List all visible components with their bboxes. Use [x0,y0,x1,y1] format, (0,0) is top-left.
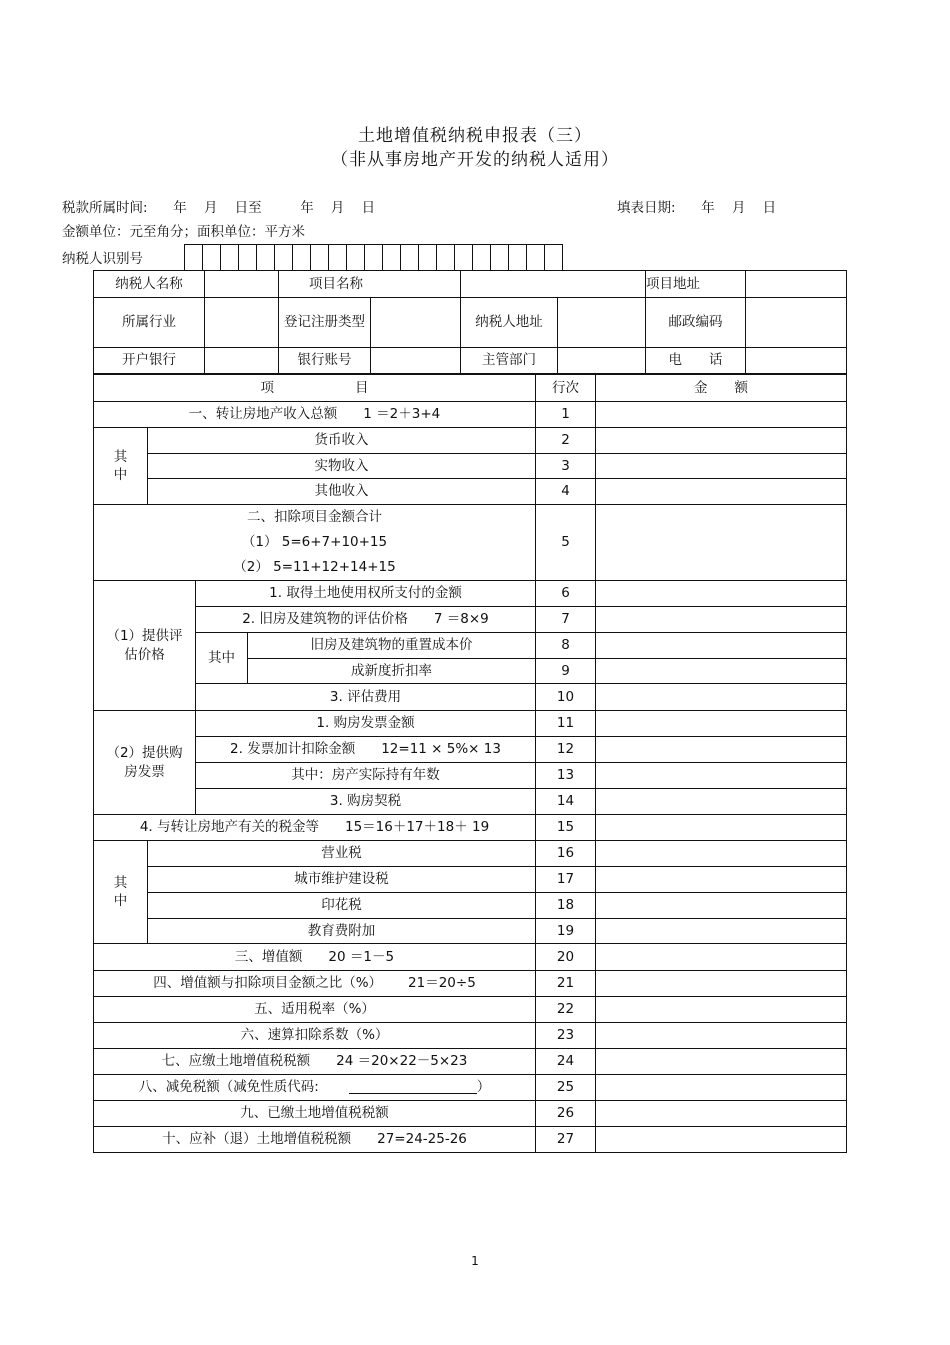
line-number: 26 [536,1101,596,1127]
project-address-field[interactable] [746,271,847,298]
amount-field[interactable] [596,1023,847,1049]
row-label: 其他收入 [148,479,536,505]
row-label: 十、应补（退）土地增值税税额 [162,1131,352,1148]
row-formula: 1 ＝2＋3+4 [363,406,441,423]
table-row [94,893,847,919]
id-digit-box[interactable] [401,245,419,270]
line-number: 20 [536,944,596,971]
line-number: 18 [536,893,596,919]
amount-field[interactable] [596,659,847,684]
row-label: 3. 购房契税 [196,789,536,815]
authority-label: 主管部门 [461,348,558,374]
row-label: 一、转让房地产收入总额 [188,406,338,423]
row-label: 成新度折扣率 [248,659,536,684]
amount-field[interactable] [596,971,847,997]
table-row [94,1023,847,1049]
amount-field[interactable] [596,944,847,971]
line-number: 9 [536,659,596,684]
project-name-field[interactable] [461,271,646,298]
line-number: 7 [536,607,596,633]
row-label: 印花税 [148,893,536,919]
row-label: 4. 与转让房地产有关的税金等 [139,819,319,836]
taxpayer-info-table [93,270,847,374]
line-number: 23 [536,1023,596,1049]
amount-field[interactable] [596,505,847,581]
table-row [94,633,847,659]
industry-label: 所属行业 [94,298,205,348]
exemption-code-field[interactable] [349,1079,477,1094]
row-label: 3. 评估费用 [196,684,536,711]
taxpayer-name-label: 纳税人名称 [94,271,205,298]
qizhong-label: 其 中 [94,428,148,505]
row-label: 1. 取得土地使用权所支付的金额 [196,581,536,607]
table-row [94,944,847,971]
postcode-field[interactable] [746,298,847,348]
table-row [94,1101,847,1127]
header-amount: 金 额 [596,375,847,402]
table-row [94,581,847,607]
line-number: 15 [536,815,596,841]
amount-field[interactable] [596,1127,847,1153]
id-digit-box[interactable] [275,245,293,270]
id-digit-box[interactable] [419,245,437,270]
id-digit-box[interactable] [329,245,347,270]
industry-field[interactable] [205,298,279,348]
table-row [94,684,847,711]
group-invoice-label: （2）提供购房发票 [94,711,196,815]
line-number: 6 [536,581,596,607]
account-field[interactable] [371,348,461,374]
amount-field[interactable] [596,402,847,428]
amount-field[interactable] [596,997,847,1023]
project-address-label: 项目地址 [646,271,746,298]
row-formula: 15＝16＋17＋18＋ 19 [344,819,490,836]
amount-field[interactable] [596,789,847,815]
amount-field[interactable] [596,633,847,659]
calculation-table [93,374,847,1153]
line-number: 19 [536,919,596,944]
amount-field[interactable] [596,428,847,454]
row-label: 五、适用税率（%） [94,997,536,1023]
bank-field[interactable] [205,348,279,374]
row-formula: 27=24-25-26 [377,1131,467,1148]
table-row [94,997,847,1023]
table-header-row [94,375,847,402]
amount-field[interactable] [596,1049,847,1075]
line-number: 21 [536,971,596,997]
row-label: 四、增值额与扣除项目金额之比（%） [153,975,383,992]
qizhong-label: 其 中 [94,841,148,944]
units-note: 金额单位：元至角分；面积单位：平方米 [62,224,305,240]
table-row [94,971,847,997]
table-row [94,815,847,841]
id-digit-box[interactable] [347,245,365,270]
tax-period: 税款所属时间: 年 月 日至 年 月 日 [62,200,376,216]
taxpayer-address-field[interactable] [558,298,646,348]
registration-type-label: 登记注册类型 [279,298,371,348]
table-row [94,737,847,763]
row-label: 城市维护建设税 [148,867,536,893]
header-line: 行次 [536,375,596,402]
table-row [94,607,847,633]
row-label: 货币收入 [148,428,536,454]
amount-field[interactable] [596,1101,847,1127]
phone-label: 电 话 [646,348,746,374]
row-label: 三、增值额 [234,948,303,965]
line-number: 27 [536,1127,596,1153]
id-digit-box[interactable] [311,245,329,270]
table-row [94,841,847,867]
table-row [94,454,847,479]
table-row [94,1075,847,1101]
row-label: 2. 旧房及建筑物的评估价格 [242,611,408,628]
line-number: 5 [536,505,596,581]
amount-field[interactable] [596,684,847,711]
line-number: 13 [536,763,596,789]
page-number: 1 [471,1254,479,1268]
id-digit-box[interactable] [455,245,473,270]
amount-field[interactable] [596,737,847,763]
project-name-label: 项目名称 [279,271,461,298]
id-digit-box[interactable] [545,245,563,270]
taxpayer-id-boxes[interactable] [184,244,563,270]
amount-field[interactable] [596,919,847,944]
form-subtitle: （非从事房地产开发的纳税人适用） [331,150,619,170]
authority-field[interactable] [558,348,646,374]
line-number: 3 [536,454,596,479]
id-digit-box[interactable] [257,245,275,270]
form-title: 土地增值税纳税申报表（三） [358,126,592,146]
line-number: 22 [536,997,596,1023]
row-formula: 12=11 × 5%× 13 [381,741,501,758]
line-number: 16 [536,841,596,867]
row-label: 实物收入 [148,454,536,479]
line-number: 14 [536,789,596,815]
line-number: 4 [536,479,596,505]
row-label: 九、已缴土地增值税税额 [94,1101,536,1127]
amount-field[interactable] [596,454,847,479]
amount-field[interactable] [596,841,847,867]
amount-field[interactable] [596,867,847,893]
id-digit-box[interactable] [473,245,491,270]
declaration-form [93,270,846,1153]
table-row [94,479,847,505]
row-formula: 21＝20÷5 [408,975,476,992]
account-label: 银行账号 [279,348,371,374]
row-label: 八、减免税额（减免性质代码: [138,1079,319,1096]
row-formula: 7 ＝8×9 [433,611,489,628]
amount-field[interactable] [596,763,847,789]
fill-date: 填表日期: 年 月 日 [617,200,777,216]
line-number: 1 [536,402,596,428]
table-row [94,919,847,944]
amount-field[interactable] [596,815,847,841]
line-number: 17 [536,867,596,893]
id-digit-box[interactable] [185,245,203,270]
id-digit-box[interactable] [203,245,221,270]
line-number: 8 [536,633,596,659]
row-formula: 24 ＝20×22－5×23 [336,1053,468,1070]
registration-type-field[interactable] [371,298,461,348]
id-digit-box[interactable] [221,245,239,270]
amount-field[interactable] [596,711,847,737]
id-digit-box[interactable] [293,245,311,270]
table-row [94,428,847,454]
id-digit-box[interactable] [383,245,401,270]
table-row [94,1127,847,1153]
header-item: 项 目 [94,375,536,402]
table-row [94,402,847,428]
row-label: 七、应缴土地增值税税额 [161,1053,311,1070]
taxpayer-address-label: 纳税人地址 [461,298,558,348]
phone-field[interactable] [746,348,847,374]
row-label: 二、扣除项目金额合计 [247,509,382,526]
row-formula: （1） 5=6+7+10+15 [241,534,388,551]
group-appraisal-label: （1）提供评估价格 [94,581,196,711]
row-formula: 20 ＝1－5 [328,948,395,965]
sub-qizhong-label: 其中 [196,633,248,684]
row-label: 营业税 [148,841,536,867]
line-number: 12 [536,737,596,763]
line-number: 24 [536,1049,596,1075]
row-label: 教育费附加 [148,919,536,944]
row-label: 旧房及建筑物的重置成本价 [248,633,536,659]
table-row [94,711,847,737]
id-digit-box[interactable] [365,245,383,270]
id-digit-box[interactable] [509,245,527,270]
line-number: 25 [536,1075,596,1101]
row-label: 其中：房产实际持有年数 [196,763,536,789]
id-digit-box[interactable] [491,245,509,270]
row-label: 1. 购房发票金额 [196,711,536,737]
taxpayer-name-field[interactable] [205,271,279,298]
table-row [94,789,847,815]
amount-field[interactable] [596,1075,847,1101]
id-digit-box[interactable] [239,245,257,270]
row-label: 2. 发票加计扣除金额 [230,741,356,758]
taxpayer-id-label: 纳税人识别号 [62,251,143,267]
row-label: 六、速算扣除系数（%） [94,1023,536,1049]
table-row [94,1049,847,1075]
line-number: 10 [536,684,596,711]
line-number: 11 [536,711,596,737]
line-number: 2 [536,428,596,454]
table-row [94,505,847,581]
postcode-label: 邮政编码 [646,298,746,348]
id-digit-box[interactable] [437,245,455,270]
row-formula: （2） 5=11+12+14+15 [233,558,396,575]
amount-field[interactable] [596,607,847,633]
id-digit-box[interactable] [527,245,545,270]
amount-field[interactable] [596,893,847,919]
amount-field[interactable] [596,479,847,505]
amount-field[interactable] [596,581,847,607]
bank-label: 开户银行 [94,348,205,374]
table-row [94,763,847,789]
table-row [94,867,847,893]
row-label-close: ） [476,1079,491,1096]
